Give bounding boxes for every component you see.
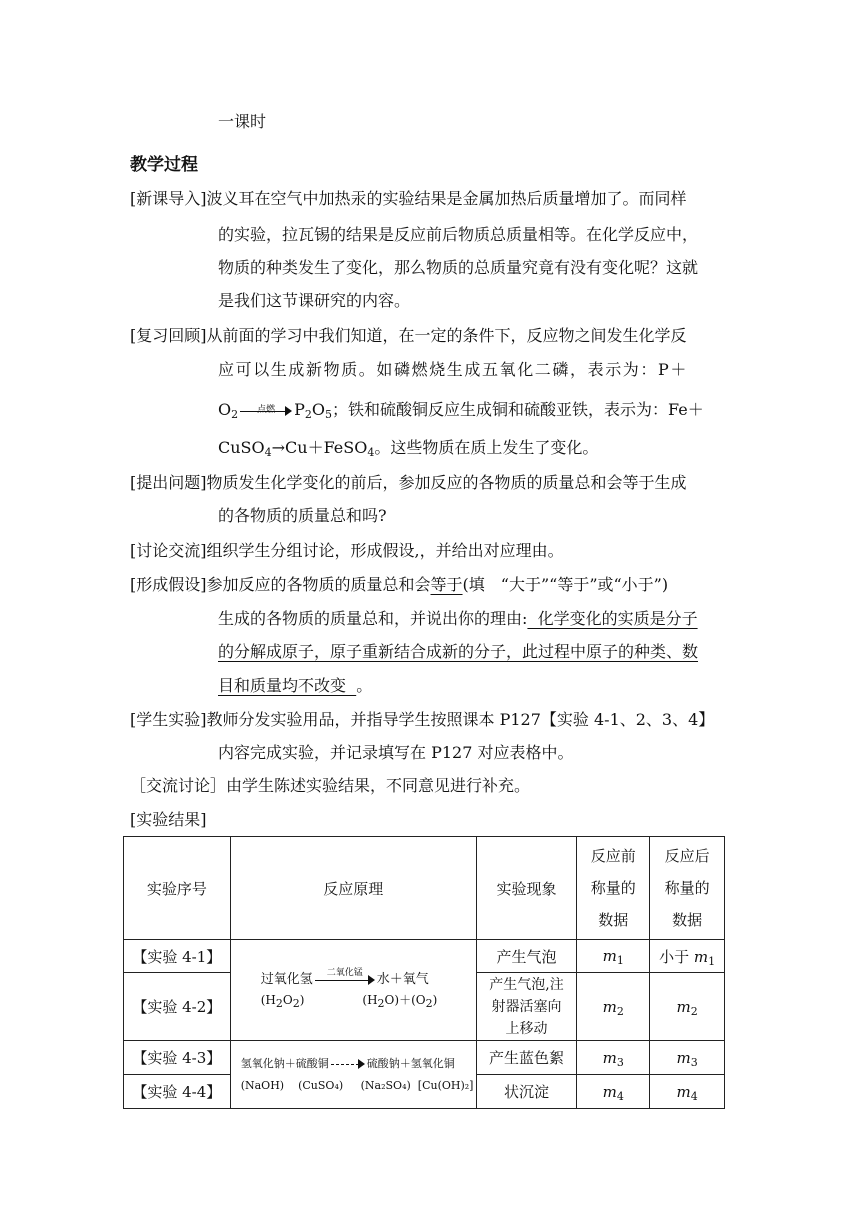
row1-after-m: m: [693, 947, 709, 966]
eq2-reactants: 氢氧化钠＋硫酸铜: [240, 1056, 329, 1070]
hypo-fill-hint: (填 “大于”“等于”或“小于”): [462, 575, 669, 594]
header-before-l3: 数据: [598, 911, 629, 929]
row2-before: [577, 973, 650, 1041]
eq1-words: [260, 967, 476, 990]
review-line-1: [130, 320, 687, 352]
eq2-arrow-icon: [331, 1057, 365, 1071]
row4-after-m: m: [676, 1082, 691, 1101]
row4-after: [650, 1075, 725, 1109]
o2-symbol: O: [218, 400, 232, 419]
eq1-f-r-end: ): [299, 993, 305, 1007]
eq1-condition: 二氧化锰: [326, 967, 363, 978]
eq2-words: [241, 1053, 476, 1075]
eq2-products: 硫酸钠＋氢氧化铜: [366, 1056, 455, 1070]
eq2-f3: (Na₂SO₄): [360, 1078, 411, 1092]
row3-phenomenon: 产生蓝色絮: [476, 1041, 577, 1075]
experiment-line-2: 内容完成实验，并记录填写在 P127 对应表格中。: [218, 743, 574, 762]
eq2-f4: [Cu(OH)₂]: [417, 1078, 474, 1092]
reaction-arrow-icon: [240, 404, 292, 418]
hypo-period: 。: [356, 676, 373, 695]
review-text-1: 从前面的学习中我们知道，在一定的条件下，反应物之间发生化学反: [206, 326, 687, 345]
question-text-1: 物质发生化学变化的前后，参加反应的各物质的质量总和会等于生成: [206, 473, 687, 492]
hypo-tag: [形成假设]: [130, 575, 207, 594]
question-tag: [提出问题]: [130, 473, 207, 492]
row2-id: 【实验 4-2】: [124, 973, 231, 1041]
row4-before-sub: 4: [616, 1089, 624, 1103]
intro-tag: [新课导入]: [130, 189, 207, 208]
intro-line-3: 物质的种类发生了变化，那么物质的总质量究竟有没有变化呢？这就: [218, 258, 699, 277]
eq1-arrow-icon: [315, 967, 375, 987]
header-after-l1: 反应后: [664, 847, 710, 865]
experiment-tag: [学生实验]: [130, 710, 207, 729]
hypo-answer: 等于: [430, 575, 463, 594]
equation-2: [230, 1041, 476, 1109]
hypo-reason-1: 化学变化的实质是分子: [527, 609, 698, 628]
eq2-f2: (CuSO₄): [298, 1078, 344, 1092]
question-line-1: [130, 467, 687, 499]
feso4: →Cu＋FeSO: [271, 438, 368, 457]
eq1-f-p2-sub: 2: [425, 997, 433, 1010]
header-phenomenon: 实验现象: [476, 837, 577, 940]
review-line-3: [218, 394, 704, 426]
result-tag: [实验结果]: [130, 810, 207, 829]
review-text-3: ；铁和硫酸铜反应生成铜和硫酸亚铁，表示为：Fe＋: [332, 400, 704, 419]
eq1-f-p1-sub: 2: [377, 997, 385, 1010]
row1-before: [577, 940, 650, 973]
header-before-l2: 称量的: [590, 879, 636, 897]
exchange-line: ［交流讨论］由学生陈述实验结果，不同意见进行补充。: [130, 776, 531, 795]
eq1-plus: ＋: [389, 972, 403, 987]
row1-after-prefix: 小于: [659, 947, 694, 966]
header-before: [577, 837, 650, 940]
row1-phenomenon: 产生气泡: [476, 940, 577, 973]
row2-before-m: m: [602, 997, 617, 1016]
row3-before-m: m: [602, 1048, 617, 1067]
row4-phenomenon: 状沉淀: [476, 1075, 577, 1109]
row1-before-sub: 1: [616, 954, 624, 967]
eq1-formulas: [261, 990, 476, 1010]
review-text-4: 。这些物质在质上发生了变化。: [374, 438, 599, 457]
cuso4-sub: 4: [264, 446, 272, 459]
row3-before-sub: 3: [616, 1055, 624, 1069]
hypo-reason-2: 的分解成原子，原子重新结合成新的分子，此过程中原子的种类、数: [218, 642, 699, 661]
row4-after-sub: 4: [690, 1089, 698, 1103]
row4-id: 【实验 4-4】: [124, 1075, 231, 1109]
feso4-sub: 4: [367, 446, 375, 459]
lesson-period: 一课时: [218, 112, 267, 131]
row3-after-m: m: [676, 1048, 691, 1067]
hypo-line-1: [130, 569, 668, 601]
hypo-line-2: [218, 603, 698, 635]
eq1-f-plus: ＋: [399, 993, 412, 1007]
row3-before: [577, 1041, 650, 1075]
o-sub: 5: [325, 408, 333, 421]
hypo-reason-3: 目和质量均不改变: [218, 676, 357, 695]
row1-before-m: m: [602, 947, 617, 965]
equation-1: [230, 940, 476, 1041]
row2-before-sub: 2: [616, 1004, 624, 1018]
header-before-l1: 反应前: [590, 847, 636, 865]
review-line-2: 应可以生成新物质。如磷燃烧生成五氧化二磷，表示为：P＋: [218, 360, 688, 379]
discuss-tag: [讨论交流]: [130, 541, 207, 560]
eq2-formulas: [241, 1075, 476, 1097]
row2-phenomenon: [476, 973, 577, 1041]
row2-ph-l3: 上移动: [505, 1020, 548, 1037]
intro-text-1: 波义耳在空气中加热汞的实验结果是金属加热后质量增加了。而同样: [206, 189, 687, 208]
row3-id: 【实验 4-3】: [124, 1041, 231, 1075]
experiment-line-1: [130, 704, 714, 736]
row1-after-sub: 1: [708, 954, 716, 968]
intro-line-2: 的实验，拉瓦锡的结果是反应前后物质总质量相等。在化学反应中，: [218, 225, 699, 244]
row1-after: [650, 940, 725, 973]
row2-after-sub: 2: [690, 1004, 698, 1018]
eq1-f-r: (H: [260, 993, 276, 1007]
header-id: 实验序号: [124, 837, 231, 940]
row2-ph-l1: 产生气泡,注: [489, 976, 564, 993]
o2-sub: 2: [231, 408, 239, 421]
p2o5-o: O: [311, 400, 326, 419]
row4-before-m: m: [602, 1082, 617, 1101]
review-line-4: [218, 432, 598, 464]
experiment-results-table: [123, 836, 725, 1109]
eq1-product-2: 氧气: [402, 972, 429, 987]
table-row: [124, 940, 725, 973]
row3-after-sub: 3: [690, 1055, 698, 1069]
hypo-text-2: 生成的各物质的质量总和，并说出你的理由:: [218, 609, 528, 628]
intro-line-1: [130, 183, 687, 215]
table-header-row: [124, 837, 725, 940]
arrow-condition: 点燃: [257, 404, 276, 415]
row2-after-m: m: [676, 997, 691, 1016]
question-line-2: 的各物质的质量总和吗?: [218, 506, 387, 525]
header-after-l3: 数据: [672, 911, 703, 929]
eq1-f-p2-end: ): [432, 993, 438, 1007]
review-tag: [复习回顾]: [130, 326, 207, 345]
section-title: 教学过程: [130, 155, 198, 175]
discuss-line: [130, 535, 564, 567]
eq1-f-r2-sub: 2: [292, 997, 300, 1010]
row3-after: [650, 1041, 725, 1075]
eq2-f1: (NaOH): [240, 1078, 285, 1092]
row2-ph-l2: 射器活塞向: [491, 998, 562, 1015]
eq1-f-p1: (H: [362, 993, 378, 1007]
discuss-text: 组织学生分组讨论，形成假设,，并给出对应理由。: [206, 541, 564, 560]
row4-before: [577, 1075, 650, 1109]
experiment-text-1: 教师分发实验用品，并指导学生按照课本 P127【实验 4-1、2、3、4】: [206, 710, 715, 729]
eq1-reactant: 过氧化氢: [260, 972, 313, 987]
hypo-line-4: [218, 670, 372, 702]
eq1-f-p2: (O: [411, 993, 426, 1007]
p-sub: 2: [304, 408, 312, 421]
intro-line-4: 是我们这节课研究的内容。: [218, 291, 411, 310]
header-after: [650, 837, 725, 940]
row2-after: [650, 973, 725, 1041]
row1-id: 【实验 4-1】: [124, 940, 231, 973]
eq1-f-r2: O: [282, 993, 293, 1007]
eq1-f-p1-end: O): [384, 993, 400, 1007]
p2o5-p: P: [294, 400, 305, 419]
eq1-product-1: 水: [376, 972, 390, 987]
eq1-f-r-sub: 2: [275, 997, 283, 1010]
header-principle: 反应原理: [230, 837, 476, 940]
table-row: [124, 1041, 725, 1075]
hypo-text-1: 参加反应的各物质的质量总和会: [206, 575, 431, 594]
header-after-l2: 称量的: [664, 879, 710, 897]
cuso4: CuSO: [218, 438, 265, 457]
